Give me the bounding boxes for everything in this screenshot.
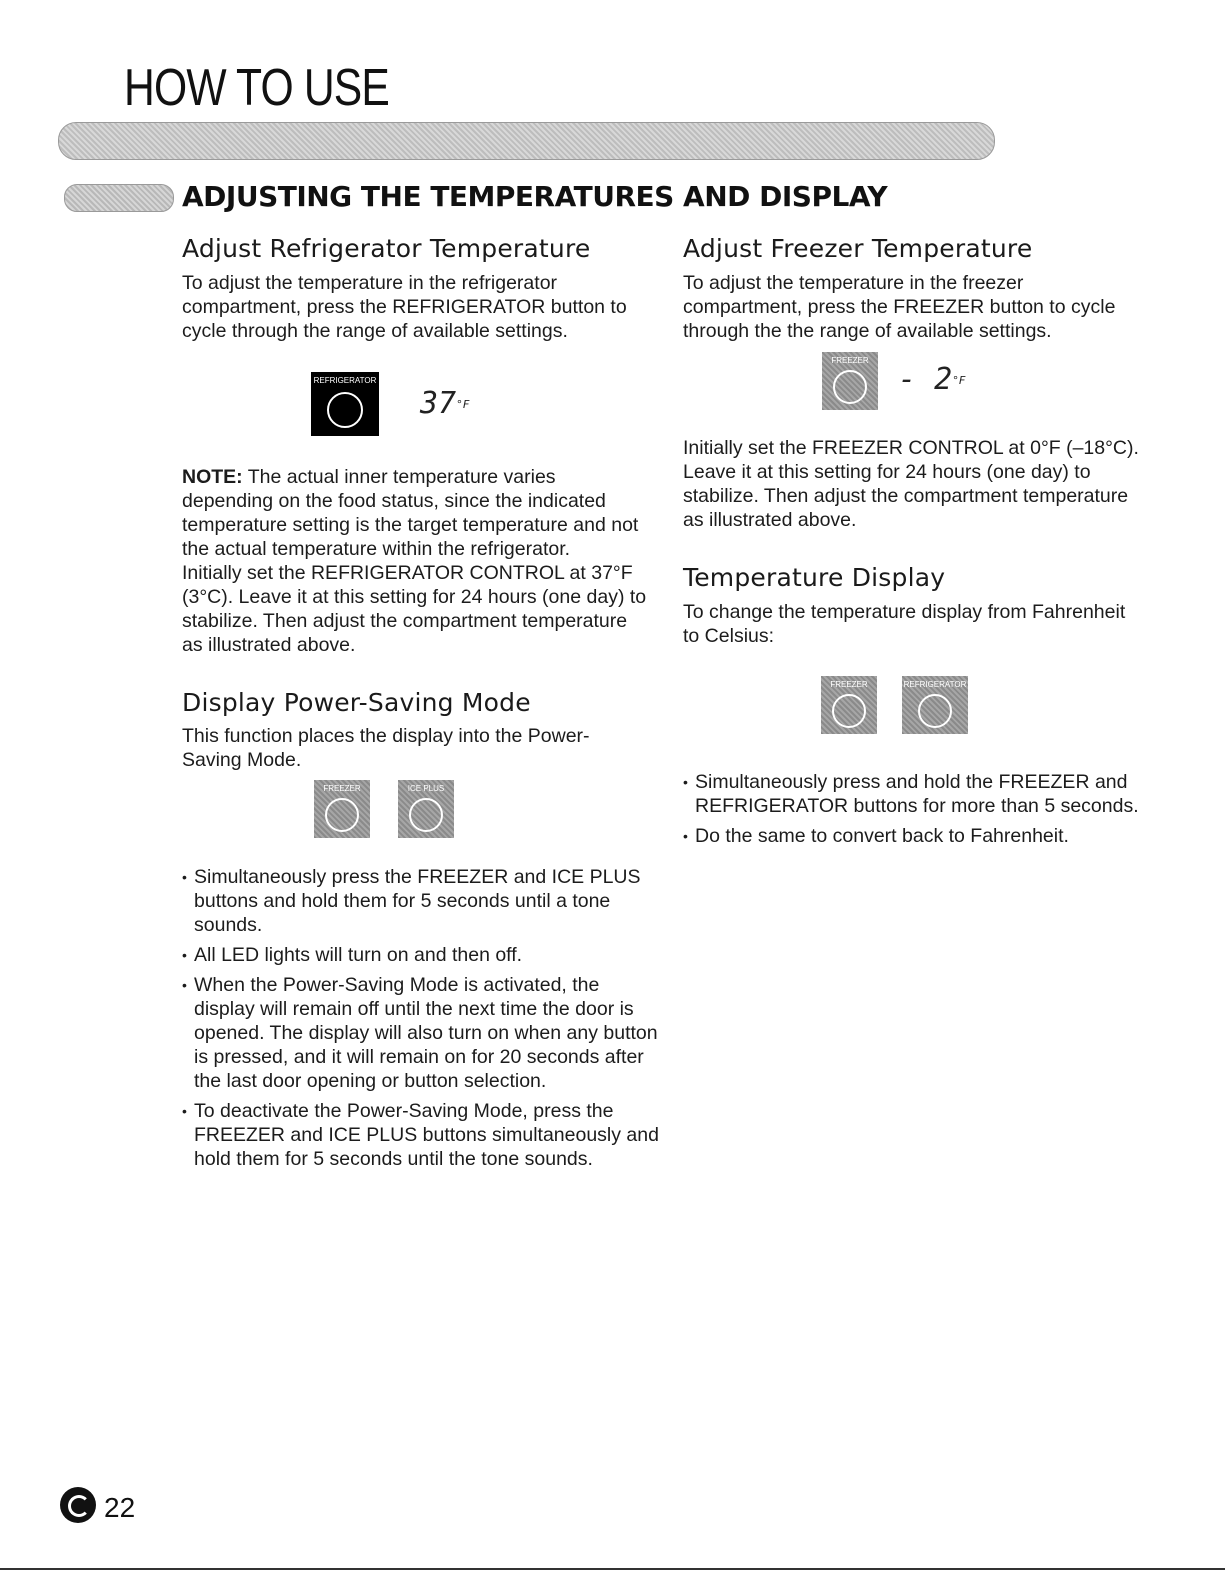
refrigerator-note [182, 465, 662, 657]
temp-display-heading: Temperature Display [683, 563, 946, 592]
page-bottom-divider [0, 1568, 1225, 1570]
freezer-intro: To adjust the temperature in the freezer compartment, press the FREEZER button to cycle through the the range of available settings. [683, 272, 1116, 342]
freezer-button-2-label: FREEZER [830, 680, 868, 689]
ice-plus-button[interactable] [398, 780, 454, 838]
temp-display-intro: To change the temperature display from Fahrenheit to Celsius: [683, 601, 1126, 647]
list-item: • Simultaneously press the FREEZER and ICE PLUS buttons and hold them for 5 seconds until a tone sounds. [182, 865, 660, 937]
refrigerator-button[interactable] [311, 372, 379, 436]
button-circle-icon [833, 370, 867, 404]
freezer-temp-unit: °F [952, 374, 966, 387]
section-marker-pill [64, 184, 174, 212]
page-number: 22 [104, 1492, 136, 1523]
list-item: • To deactivate the Power-Saving Mode, press the FREEZER and ICE PLUS buttons simultaneously and hold them for 5 seconds until the tone sounds. [182, 1099, 660, 1171]
refrigerator-temp-value: 37 [420, 386, 457, 421]
button-circle-icon [832, 694, 866, 728]
lg-logo-icon [60, 1487, 96, 1523]
power-saving-bullets [182, 865, 660, 1177]
ice-plus-button-label: ICE PLUS [407, 784, 445, 793]
refrigerator-heading: Adjust Refrigerator Temperature [182, 234, 591, 263]
freezer-temp-button[interactable] [822, 352, 878, 410]
freezer-body: Initially set the FREEZER CONTROL at 0°F (–18°C). Leave it at this setting for 24 hours (one day) to stabilize. Then adjust the compartment temperature as illustrated above. [683, 437, 1139, 531]
freezer-temp-display [898, 362, 965, 397]
list-item: • Simultaneously press and hold the FREEZER and REFRIGERATOR buttons for more than 5 seconds. [683, 770, 1158, 818]
refrigerator-temp-unit: °F [456, 398, 470, 411]
button-circle-icon [327, 392, 363, 428]
freezer-button[interactable] [314, 780, 370, 838]
section-title: ADJUSTING THE TEMPERATURES AND DISPLAY [182, 180, 888, 213]
refrigerator-temp-display [420, 386, 469, 421]
button-circle-icon [409, 798, 443, 832]
refrigerator-intro: To adjust the temperature in the refrigerator compartment, press the REFRIGERATOR button to cycle through the range of available settings. [182, 272, 627, 342]
note-label: NOTE: [182, 466, 243, 488]
button-circle-icon [918, 694, 952, 728]
page-header-title: HOW TO USE [124, 59, 390, 117]
refrigerator-button-2[interactable] [902, 676, 968, 734]
temp-display-bullets [683, 770, 1158, 854]
freezer-button-label: FREEZER [323, 784, 361, 793]
refrigerator-button-2-label: REFRIGERATOR [903, 680, 967, 689]
freezer-button-2[interactable] [821, 676, 877, 734]
freezer-heading: Adjust Freezer Temperature [683, 234, 1033, 263]
note-text: The actual inner temperature varies depending on the food status, since the indicated temperature setting is the target temperature and not the actual temperature within the refrigerator. Initially set the REFRIGERATOR CONTROL at 37°F (3°C). Leave it at this setting for 24 hours (one day) to stabilize. Then adjust the compartment temperature as illustrated above. [182, 466, 647, 656]
list-item: • When the Power-Saving Mode is activated, the display will remain off until the next time the door is opened. The display will also turn on when any button is pressed, and it will remain on for 20 seconds after the last door opening or button selection. [182, 973, 660, 1093]
freezer-temp-button-label: FREEZER [831, 356, 869, 365]
button-circle-icon [325, 798, 359, 832]
power-saving-heading: Display Power-Saving Mode [182, 688, 531, 717]
header-decorative-bar [58, 122, 995, 160]
freezer-temp-value: - 2 [898, 362, 953, 397]
power-saving-intro: This function places the display into the Power- Saving Mode. [182, 725, 590, 771]
list-item: • All LED lights will turn on and then off. [182, 943, 660, 967]
list-item: • Do the same to convert back to Fahrenheit. [683, 824, 1158, 848]
refrigerator-button-label: REFRIGERATOR [313, 376, 377, 385]
